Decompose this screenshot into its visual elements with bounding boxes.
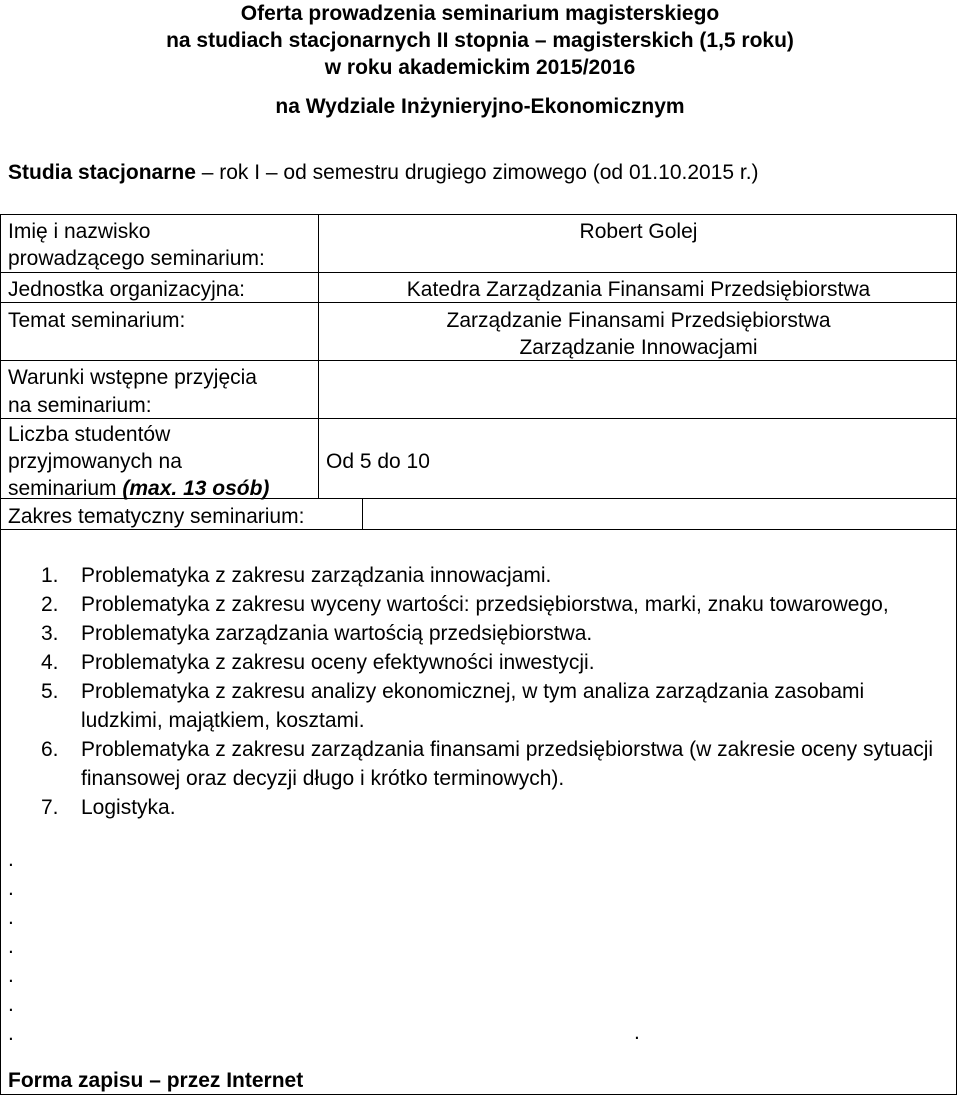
topic-value-2: Zarządzanie Innowacjami	[519, 336, 758, 359]
list-item-text: Problematyka z zakresu zarządzania innowacjami.	[81, 564, 552, 587]
supervisor-label-2: prowadzącego seminarium:	[8, 247, 265, 270]
list-item	[41, 735, 941, 793]
unit-value: Katedra Zarządzania Finansami Przedsiębiorstwa	[406, 278, 871, 301]
list-item	[41, 619, 941, 648]
topic-list	[41, 561, 941, 822]
list-item-text: Problematyka z zakresu zarządzania finansami przedsiębiorstwa (w zakresie oceny sytuacji finansowej oraz decyzji długo i krótko terminowych).	[81, 738, 934, 790]
title-line-1: Oferta prowadzenia seminarium magisterskiego	[240, 2, 720, 25]
topic-label: Temat seminarium:	[8, 309, 186, 332]
table-column-divider	[318, 214, 319, 498]
students-label-2: przyjmowanych na	[8, 450, 182, 473]
students-label-1: Liczba studentów	[8, 423, 171, 446]
supervisor-name: Robert Golej	[579, 220, 698, 243]
students-label-3	[8, 474, 269, 503]
dot-placeholder: .	[8, 964, 14, 987]
list-item-number: 2.	[41, 593, 59, 616]
list-item-text: Problematyka z zakresu oceny efektywności inwestycji.	[81, 651, 595, 674]
title-line-3: w roku akademickim 2015/2016	[324, 56, 636, 79]
list-item-number: 1.	[41, 564, 59, 587]
dot-placeholder: .	[8, 1022, 14, 1045]
list-item-number: 7.	[41, 796, 59, 819]
list-item-text: Problematyka z zakresu wyceny wartości: przedsiębiorstwa, marki, znaku towarowego,	[81, 593, 889, 616]
list-item	[41, 793, 941, 822]
table-column-divider-lower	[362, 498, 363, 529]
dot-placeholders	[8, 845, 14, 1048]
study-mode-bold: Studia stacjonarne	[8, 161, 196, 184]
list-item	[41, 590, 941, 619]
list-item-text: Problematyka z zakresu analizy ekonomicznej, w tym analiza zarządzania zasobami ludzkimi, majątkiem, kosztami.	[81, 680, 865, 732]
students-count-value: Od 5 do 10	[326, 450, 430, 473]
enrollment-form-note: Forma zapisu – przez Internet	[8, 1069, 304, 1092]
topic-value-1: Zarządzanie Finansami Przedsiębiorstwa	[446, 309, 831, 332]
list-item-number: 6.	[41, 738, 59, 761]
list-item-number: 3.	[41, 622, 59, 645]
list-item-text: Logistyka.	[81, 796, 176, 819]
unit-label: Jednostka organizacyjna:	[8, 278, 245, 301]
faculty-line: na Wydziale Inżynieryjno-Ekonomicznym	[275, 95, 685, 118]
list-item	[41, 677, 941, 735]
list-item	[41, 648, 941, 677]
dot-placeholder: .	[8, 848, 14, 871]
list-item	[41, 561, 941, 590]
dot-placeholder: .	[8, 935, 14, 958]
dot-placeholder: .	[8, 993, 14, 1016]
list-item-text: Problematyka zarządzania wartością przedsiębiorstwa.	[81, 622, 593, 645]
students-label-3a: seminarium	[8, 477, 123, 500]
list-item-number: 5.	[41, 680, 59, 703]
scope-label: Zakres tematyczny seminarium:	[8, 505, 305, 528]
title-line-2: na studiach stacjonarnych II stopnia – magisterskich (1,5 roku)	[166, 29, 794, 52]
students-max-note: (max. 13 osób)	[122, 477, 270, 500]
dot-placeholder: .	[8, 877, 14, 900]
study-mode-line	[8, 159, 759, 186]
study-mode-rest: – rok I – od semestru drugiego zimowego (od 01.10.2015 r.)	[195, 161, 759, 184]
prerequisites-label-1: Warunki wstępne przyjęcia	[8, 366, 257, 389]
dot-placeholder: .	[8, 906, 14, 929]
supervisor-label-1: Imię i nazwisko	[8, 220, 151, 243]
prerequisites-label-2: na seminarium:	[8, 394, 152, 417]
list-item-number: 4.	[41, 651, 59, 674]
dot-placeholder-right: .	[634, 1021, 640, 1044]
